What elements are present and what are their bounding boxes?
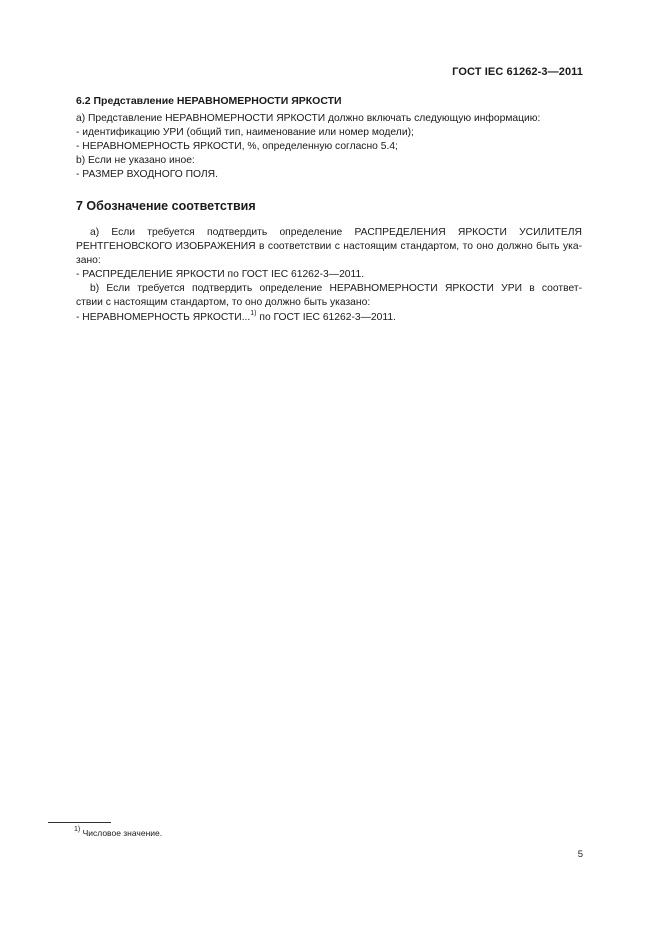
footnote — [74, 828, 162, 838]
footnote-ref: 1) — [250, 310, 257, 317]
standard-header: ГОСТ IEC 61262-3—2011 — [452, 66, 583, 78]
footnote-divider — [48, 822, 111, 823]
section-7-title: 7 Обозначение соответствия — [76, 199, 256, 213]
para-b-item-text-end: по ГОСТ IEC 61262-3—2011. — [256, 312, 396, 323]
section-6-2-line-1: a) Представление НЕРАВНОМЕРНОСТИ ЯРКОСТИ должно включать следующую информацию: — [76, 113, 541, 124]
section-7-para-a-item: - РАСПРЕДЕЛЕНИЕ ЯРКОСТИ по ГОСТ IEC 61262-3—2011. — [76, 269, 365, 280]
section-6-2-line-4: b) Если не указано иное: — [76, 155, 195, 166]
section-7-para-a-line-2: РЕНТГЕНОВСКОГО ИЗОБРАЖЕНИЯ в соответствии с настоящим стандартом, то оно должно быть ука- — [76, 241, 582, 252]
footnote-marker: 1) — [74, 826, 81, 833]
section-6-2-line-3: - НЕРАВНОМЕРНОСТЬ ЯРКОСТИ, %, определенную согласно 5.4; — [76, 141, 398, 152]
para-b-item-text: - НЕРАВНОМЕРНОСТЬ ЯРКОСТИ... — [76, 312, 251, 323]
footnote-text: Числовое значение. — [80, 828, 163, 838]
section-7-para-a-line-1: а) Если требуется подтвердить определение РАСПРЕДЕЛЕНИЯ ЯРКОСТИ УСИЛИТЕЛЯ — [90, 227, 582, 238]
section-7-para-b-item — [76, 311, 396, 325]
section-7-para-b-line-2: ствии с настоящим стандартом, то оно должно быть указано: — [76, 297, 371, 308]
section-7-para-a-line-3: зано: — [76, 255, 101, 266]
section-6-2-line-5: - РАЗМЕР ВХОДНОГО ПОЛЯ. — [76, 169, 218, 180]
section-6-2-line-2: - идентификацию УРИ (общий тип, наименование или номер модели); — [76, 127, 414, 138]
section-7-para-b-line-1: b) Если требуется подтвердить определение НЕРАВНОМЕРНОСТИ ЯРКОСТИ УРИ в соответ- — [90, 283, 582, 294]
page-number: 5 — [577, 849, 583, 860]
section-6-2-title: 6.2 Представление НЕРАВНОМЕРНОСТИ ЯРКОСТИ — [76, 95, 342, 107]
